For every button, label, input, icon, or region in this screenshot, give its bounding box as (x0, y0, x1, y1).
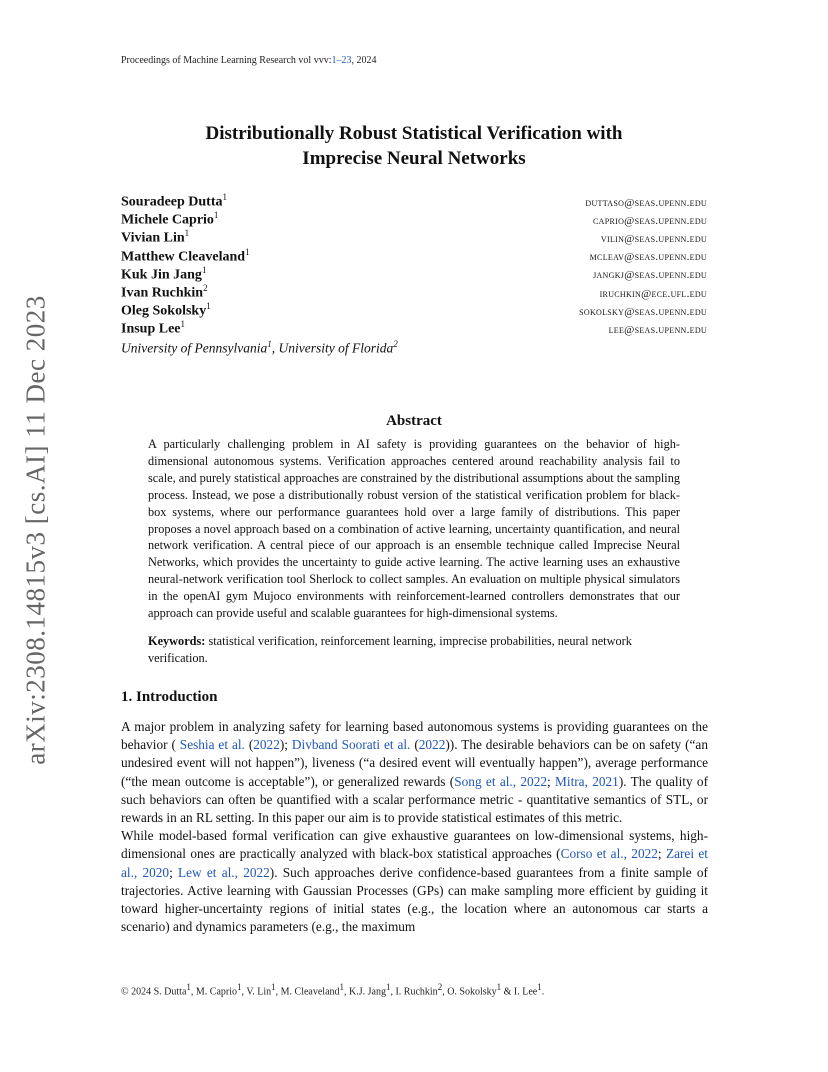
title-line-1: Distributionally Robust Statistical Verification with (205, 123, 623, 144)
introduction-body (121, 718, 708, 936)
author-row: Michele Caprio$^1$ caprio@seas.upenn.edu (121, 210, 707, 228)
author-email[interactable]: sokolsky@seas.upenn.edu (579, 305, 707, 318)
author-row: Insup Lee$^1$ lee@seas.upenn.edu (121, 319, 707, 337)
keywords (148, 633, 680, 666)
citation-link[interactable]: Lew et al., 2022 (178, 864, 270, 880)
author-name: Michele Caprio (121, 212, 214, 228)
author-name: Vivian Lin (121, 231, 185, 247)
author-row: Oleg Sokolsky$^1$ sokolsky@seas.upenn.edu (121, 301, 707, 319)
page-range-link[interactable]: 1–23 (331, 55, 352, 66)
author-row: Souradeep Dutta$^1$ duttaso@seas.upenn.edu (121, 192, 707, 210)
author-email[interactable]: iruchkin@ece.ufl.edu (599, 287, 707, 300)
citation-link[interactable]: Mitra, 2021 (555, 773, 619, 789)
author-row: Kuk Jin Jang$^1$ jangkj@seas.upenn.edu (121, 264, 707, 283)
author-email[interactable]: mcleav@seas.upenn.edu (589, 251, 707, 264)
intro-paragraph-1: A major problem in analyzing safety for learning based autonomous systems is providing guarantees on the behavior ( Seshia et al. (2022); Divband Soorati et al. (2022)). The desirable behaviors can be on safety (“an undesired event will not happen”), liveness (“a desired event will eventually happen”), average performance (“the mean outcome is acceptable”), or generalized rewards (Song et al., 2022; Mitra, 2021). The quality of such behaviors can often be quantified with a scalar performance metric - quantitative semantics of STL, or rewards in an RL setting. In this paper our aim is to provide statistical estimates of this metric. (121, 719, 709, 826)
author-name: Ivan Ruchkin (121, 285, 204, 301)
author-name: Insup Lee (121, 321, 181, 337)
paper-title (121, 121, 707, 171)
author-email[interactable]: caprio@seas.upenn.edu (593, 214, 707, 227)
author-name: Matthew Cleaveland (121, 249, 246, 265)
citation-link[interactable]: Zarei et al., 2020 (121, 846, 709, 880)
citation-link[interactable]: 2022 (253, 737, 280, 753)
copyright-footer: © 2024 S. Dutta$^1$, M. Caprio$^1$, V. Lin$^1$, M. Cleaveland$^1$, K.J. Jang$^1$, I. Ruchkin$^2$, O. Sokolsky$^1$ & I. Lee$^1$. (121, 982, 545, 998)
keywords-list: statistical verification, reinforcement learning, imprecise probabilities, neural network verification. (148, 634, 632, 665)
running-header: Proceedings of Machine Learning Research vol vvv:1–23, 2024 (121, 55, 377, 66)
author-email[interactable]: lee@seas.upenn.edu (608, 323, 707, 336)
author-email[interactable]: jangkj@seas.upenn.edu (593, 269, 707, 282)
abstract-heading: Abstract (386, 413, 442, 429)
citation-link[interactable]: Corso et al., 2022 (560, 846, 658, 862)
arxiv-identifier: arXiv:2308.14815v3 [cs.AI] 11 Dec 2023 (20, 295, 51, 765)
intro-paragraph-2: While model-based formal verification can give exhaustive guarantees on low-dimensional systems, high-dimensional ones are practically analyzed with black-box statistical approaches (Corso et al., 2022; Zarei et al., 2020; Lew et al., 2022). Such approaches derive confidence-based guarantees from a finite sample of trajectories. Active learning with Gaussian Processes (GPs) can make sampling more efficient by guiding it toward higher-uncertainty regions of initial states (e.g., the location where an autonomous car starts a scenario) and dynamics parameters (e.g., the maximum (121, 828, 709, 935)
citation-link[interactable]: Song et al., 2022 (454, 773, 548, 789)
arxiv-sidebar (14, 290, 58, 770)
keywords-label: Keywords: (148, 634, 206, 648)
affiliations: University of Pennsylvania$^1$, University of Florida$^2$ (121, 339, 398, 356)
section-heading-introduction: 1. Introduction (121, 689, 218, 705)
author-email[interactable]: vilin@seas.upenn.edu (600, 233, 707, 246)
citation-link[interactable]: Seshia et al. (179, 737, 245, 753)
author-list (121, 192, 707, 338)
author-row: Matthew Cleaveland$^1$ mcleav@seas.upenn.edu (121, 246, 707, 265)
author-name: Kuk Jin Jang (121, 267, 202, 283)
title-line-2: Imprecise Neural Networks (302, 148, 526, 169)
abstract-text: A particularly challenging problem in AI safety is providing guarantees on the behavior of high-dimensional autonomous systems. Verification approaches centered around reachability analysis fail to scale, and purely statistical approaches are constrained by the distributional assumptions about the sampling process. Instead, we pose a distributionally robust version of the statistical verification problem for black-box systems, where our performance guarantees hold over a large family of distributions. This paper proposes a novel approach based on a combination of active learning, uncertainty quantification, and neural network verification. A central piece of our approach is an ensemble technique called Imprecise Neural Networks, which provides the uncertainty to guide active learning. The active learning uses an exhaustive neural-network verification tool Sherlock to collect samples. An evaluation on multiple physical simulators in the openAI gym Mujoco environments with reinforcement-learned controllers demonstrates that our approach can provide useful and scalable guarantees for high-dimensional systems. (148, 437, 680, 621)
citation-link[interactable]: 2022 (418, 737, 446, 753)
author-email[interactable]: duttaso@seas.upenn.edu (585, 196, 707, 209)
author-row: Ivan Ruchkin$^2$ iruchkin@ece.ufl.edu (121, 282, 707, 301)
author-name: Oleg Sokolsky (121, 303, 207, 319)
author-name: Souradeep Dutta (121, 194, 223, 210)
author-row: Vivian Lin$^1$ vilin@seas.upenn.edu (121, 228, 707, 247)
citation-link[interactable]: Divband Soorati et al. (291, 737, 411, 753)
